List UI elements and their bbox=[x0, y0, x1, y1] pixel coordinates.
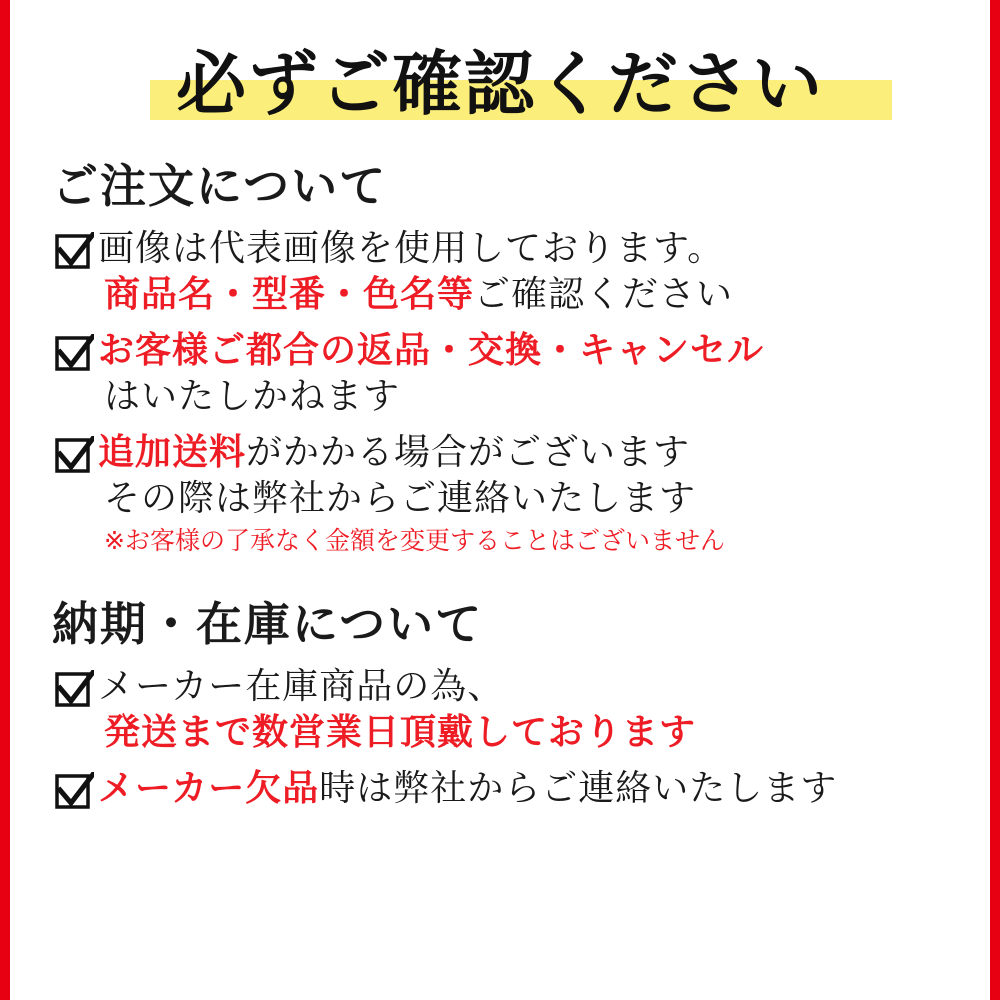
checklist-item bbox=[54, 430, 958, 560]
checklist-line bbox=[98, 664, 958, 710]
body-text: がかかる場合がございます bbox=[246, 432, 691, 473]
checklist-line bbox=[98, 226, 958, 272]
emphasis-text: お客様ご都合の返品・交換・キャンセル bbox=[98, 330, 765, 371]
checklist-line bbox=[98, 710, 958, 756]
checklist-item-text bbox=[98, 766, 958, 812]
checklist-line bbox=[98, 766, 958, 812]
body-text: ご確認ください bbox=[474, 274, 734, 315]
checklist-item-text bbox=[98, 226, 958, 318]
checklist-item bbox=[54, 328, 958, 420]
section-heading: 納期・在庫について bbox=[52, 597, 484, 651]
notice-page bbox=[10, 0, 990, 1000]
checkbox-checked-icon bbox=[54, 436, 94, 476]
body-text: はいたしかねます bbox=[104, 376, 401, 417]
checklist-line bbox=[98, 272, 958, 318]
emphasis-text: 商品名・型番・色名等 bbox=[104, 274, 475, 315]
checkbox-checked-icon bbox=[54, 334, 94, 374]
sections-container bbox=[42, 150, 958, 812]
checklist-item bbox=[54, 766, 958, 812]
emphasis-text: 追加送料 bbox=[98, 432, 247, 473]
checklist-item bbox=[54, 226, 958, 318]
checklist-line bbox=[98, 328, 958, 374]
right-red-bar bbox=[990, 0, 1000, 1000]
body-text: メーカー在庫商品の為、 bbox=[98, 666, 505, 707]
checklist-line bbox=[98, 476, 958, 522]
checklist-line bbox=[98, 374, 958, 420]
emphasis-text: 発送まで数営業日頂戴しております bbox=[104, 712, 697, 753]
checklist-note: ※お客様の了承なく金額を変更することはございません bbox=[104, 526, 725, 555]
checklist-item-text bbox=[98, 328, 958, 420]
body-text: 画像は代表画像を使用しております。 bbox=[98, 228, 725, 269]
checkbox-checked-icon bbox=[54, 772, 94, 812]
checklist-item bbox=[54, 664, 958, 756]
section-heading: ご注文について bbox=[52, 159, 388, 213]
page-title: 必ずご確認ください bbox=[176, 43, 824, 125]
body-text: 時は弊社からご連絡いたします bbox=[319, 768, 838, 809]
checklist-line bbox=[98, 430, 958, 476]
left-red-bar bbox=[0, 0, 10, 1000]
body-text: その際は弊社からご連絡いたします bbox=[104, 478, 697, 519]
checkbox-checked-icon bbox=[54, 670, 94, 710]
checklist-item-text bbox=[98, 664, 958, 756]
page-title-block bbox=[42, 36, 958, 132]
checklist-item-text bbox=[98, 430, 958, 560]
checkbox-checked-icon bbox=[54, 232, 94, 272]
emphasis-text: メーカー欠品 bbox=[98, 768, 320, 809]
